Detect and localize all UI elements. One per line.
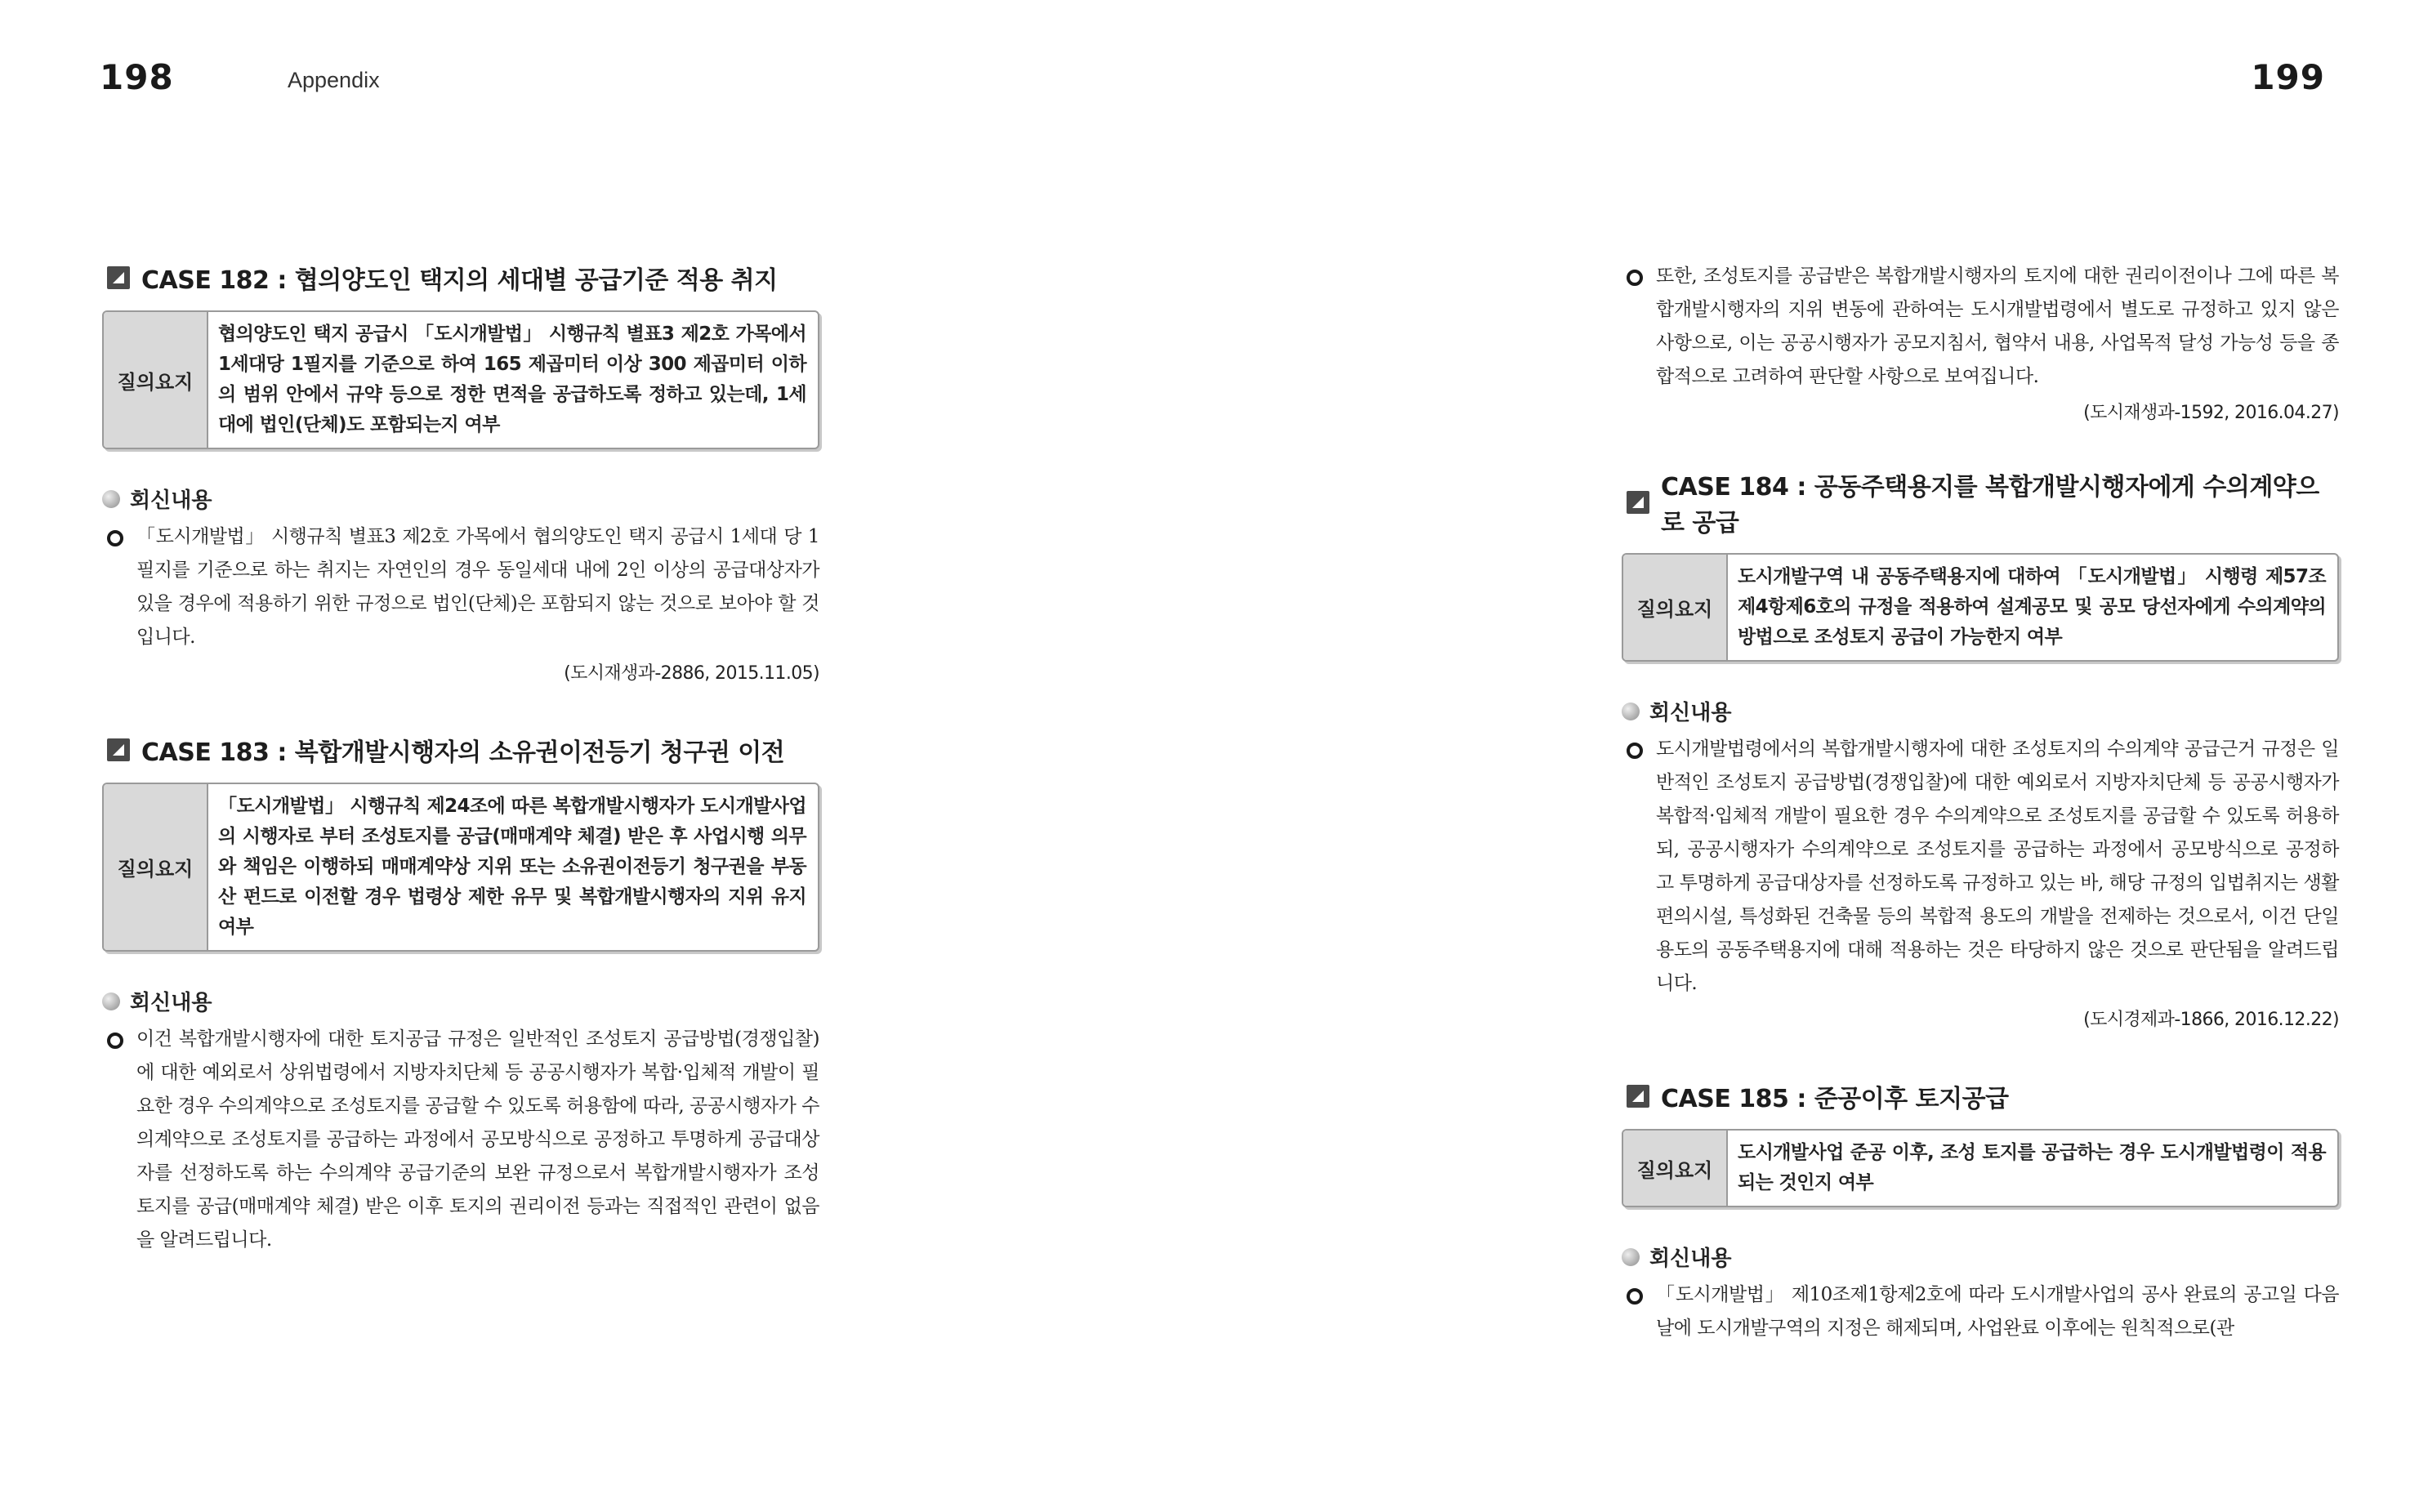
citation: (도시재생과-2886, 2015.11.05) <box>564 663 819 684</box>
case-marker-icon <box>1627 1085 1649 1108</box>
case-section <box>102 732 819 1257</box>
case-section <box>102 260 819 685</box>
query-text: 도시개발구역 내 공동주택용지에 대하여 「도시개발법」 시행령 제57조제4항제6호의 규정을 적용하여 설계공모 및 공모 당선자에게 수의계약의 방법으로 조성토지 공급이 가능한지 여부 <box>1738 566 2326 648</box>
ring-bullet-icon <box>1627 743 1643 759</box>
left-page <box>0 0 1209 1512</box>
case-title: CASE 184 : 공동주택용지를 복합개발시행자에게 수의계약으로 공급 <box>1661 473 2319 537</box>
reply-heading <box>1622 1242 2339 1272</box>
case-marker-icon <box>107 738 130 761</box>
reply-heading <box>102 484 819 514</box>
reply-paragraph <box>1622 733 2339 1001</box>
query-text: 「도시개발법」 시행규칙 제24조에 따른 복합개발시행자가 도시개발사업의 시행자로 부터 조성토지를 공급(매매계약 체결) 받은 후 사업시행 의무와 책임은 이행하되 매매계약상 지위 또는 소유권이전등기 청구권을 부동산 펀드로 이전할 경우 법령상 제한 유무 및 복합개발시행자의 지위 유지 여부 <box>218 796 806 938</box>
case-title: CASE 183 : 복합개발시행자의 소유권이전등기 청구권 이전 <box>141 738 785 767</box>
query-box <box>102 310 819 449</box>
page-number: 198 <box>100 57 174 97</box>
query-box <box>102 783 819 952</box>
reply-paragraph <box>102 520 819 654</box>
reply-label: 회신내용 <box>130 488 212 513</box>
reply-paragraph <box>1622 260 2339 394</box>
query-label: 질의요지 <box>1623 555 1728 660</box>
citation: (도시경제과-1866, 2016.12.22) <box>2083 1010 2339 1030</box>
citation: (도시재생과-1592, 2016.04.27) <box>2083 403 2339 423</box>
reply-label: 회신내용 <box>1649 1247 1732 1271</box>
case-heading <box>107 260 819 296</box>
reply-paragraph <box>1622 1278 2339 1345</box>
query-box <box>1622 1129 2339 1207</box>
running-head: Appendix <box>288 68 380 92</box>
sphere-bullet-icon <box>102 490 120 508</box>
case-heading <box>1627 466 2339 538</box>
case-title: CASE 182 : 협의양도인 택지의 세대별 공급기준 적용 취지 <box>141 266 778 295</box>
case-heading <box>107 732 819 768</box>
ring-bullet-icon <box>107 530 123 546</box>
sphere-bullet-icon <box>1622 702 1640 720</box>
reply-label: 회신내용 <box>130 991 212 1015</box>
right-page <box>1209 0 2419 1512</box>
reply-label: 회신내용 <box>1649 701 1732 725</box>
query-text: 협의양도인 택지 공급시 「도시개발법」 시행규칙 별표3 제2호 가목에서 1세대당 1필지를 기준으로 하여 165 제곱미터 이상 300 제곱미터 이하의 범위 안에서 규약 등으로 정한 면적을 공급하도록 정하고 있는데, 1세대에 법인(단체)도 포함되는지 여부 <box>218 323 806 435</box>
case-section <box>1622 1078 2339 1345</box>
right-column <box>1622 260 2339 1393</box>
reply-heading <box>1622 696 2339 726</box>
case-heading <box>1627 1078 2339 1114</box>
case-section <box>1622 466 2339 1031</box>
case-marker-icon <box>107 266 130 289</box>
reply-text: 이건 복합개발시행자에 대한 토지공급 규정은 일반적인 조성토지 공급방법(경쟁입찰)에 대한 예외로서 상위법령에서 지방자치단체 등 공공시행자가 복합·입체적 개발이 필요한 경우 수의계약으로 조성토지를 공급할 수 있도록 허용함에 따라, 공공시행자가 수의계약으로 조성토지를 공급하는 과정에서 공모방식으로 공정하고 투명하게 공급대상자를 선정하도록 하는 수의계약 공급기준의 보완 규정으로서 복합개발시행자가 조성토지를 공급(매매계약 체결) 받은 이후 토지의 권리이전 등과는 직접적인 관련이 없음을 알려드립니다. <box>136 1028 819 1251</box>
ring-bullet-icon <box>1627 270 1643 286</box>
query-text: 도시개발사업 준공 이후, 조성 토지를 공급하는 경우 도시개발법령이 적용되는 것인지 여부 <box>1738 1142 2326 1193</box>
reply-text: 또한, 조성토지를 공급받은 복합개발시행자의 토지에 대한 권리이전이나 그에 따른 복합개발시행자의 지위 변동에 관하여는 도시개발법령에서 별도로 규정하고 있지 않은 사항으로, 이는 공공시행자가 공모지침서, 협약서 내용, 사업목적 달성 가능성 등을 종합적으로 고려하여 판단할 사항으로 보여집니다. <box>1656 265 2339 387</box>
reply-text: 도시개발법령에서의 복합개발시행자에 대한 조성토지의 수의계약 공급근거 규정은 일반적인 조성토지 공급방법(경쟁입찰)에 대한 예외로서 지방자치단체 등 공공시행자가 복합적·입체적 개발이 필요한 경우 수의계약으로 조성토지를 공급할 수 있도록 허용하되, 공공시행자가 수의계약으로 조성토지를 공급하는 과정에서 공모방식으로 공정하고 투명하게 공급대상자를 선정하도록 규정하고 있는 바, 해당 규정의 입법취지는 생활편의시설, 특성화된 건축물 등의 복합적 용도의 개발을 전제하는 것으로서, 이건 단일 용도의 공동주택용지에 대해 적용하는 것은 타당하지 않은 것으로 판단됨을 알려드립니다. <box>1656 738 2339 994</box>
case-title: CASE 185 : 준공이후 토지공급 <box>1661 1085 2009 1113</box>
sphere-bullet-icon <box>102 992 120 1010</box>
query-label: 질의요지 <box>1623 1131 1728 1206</box>
ring-bullet-icon <box>1627 1288 1643 1305</box>
query-label: 질의요지 <box>104 312 208 448</box>
reply-paragraph <box>102 1023 819 1257</box>
reply-text: 「도시개발법」 시행규칙 별표3 제2호 가목에서 협의양도인 택지 공급시 1세대 당 1필지를 기준으로 하는 취지는 자연인의 경우 동일세대 내에 2인 이상의 공급대상자가 있을 경우에 적용하기 위한 규정으로 법인(단체)은 포함되지 않는 것으로 보아야 할 것입니다. <box>136 526 819 648</box>
reply-text: 「도시개발법」 제10조제1항제2호에 따라 도시개발사업의 공사 완료의 공고일 다음날에 도시개발구역의 지정은 해제되며, 사업완료 이후에는 원칙적으로(관 <box>1656 1284 2339 1339</box>
left-column <box>102 260 819 1305</box>
query-box <box>1622 553 2339 662</box>
sphere-bullet-icon <box>1622 1248 1640 1266</box>
case-marker-icon <box>1627 491 1649 514</box>
page-number: 199 <box>2251 57 2325 97</box>
continued-reply <box>1622 260 2339 424</box>
query-label: 질의요지 <box>104 784 208 950</box>
reply-heading <box>102 986 819 1016</box>
ring-bullet-icon <box>107 1033 123 1049</box>
